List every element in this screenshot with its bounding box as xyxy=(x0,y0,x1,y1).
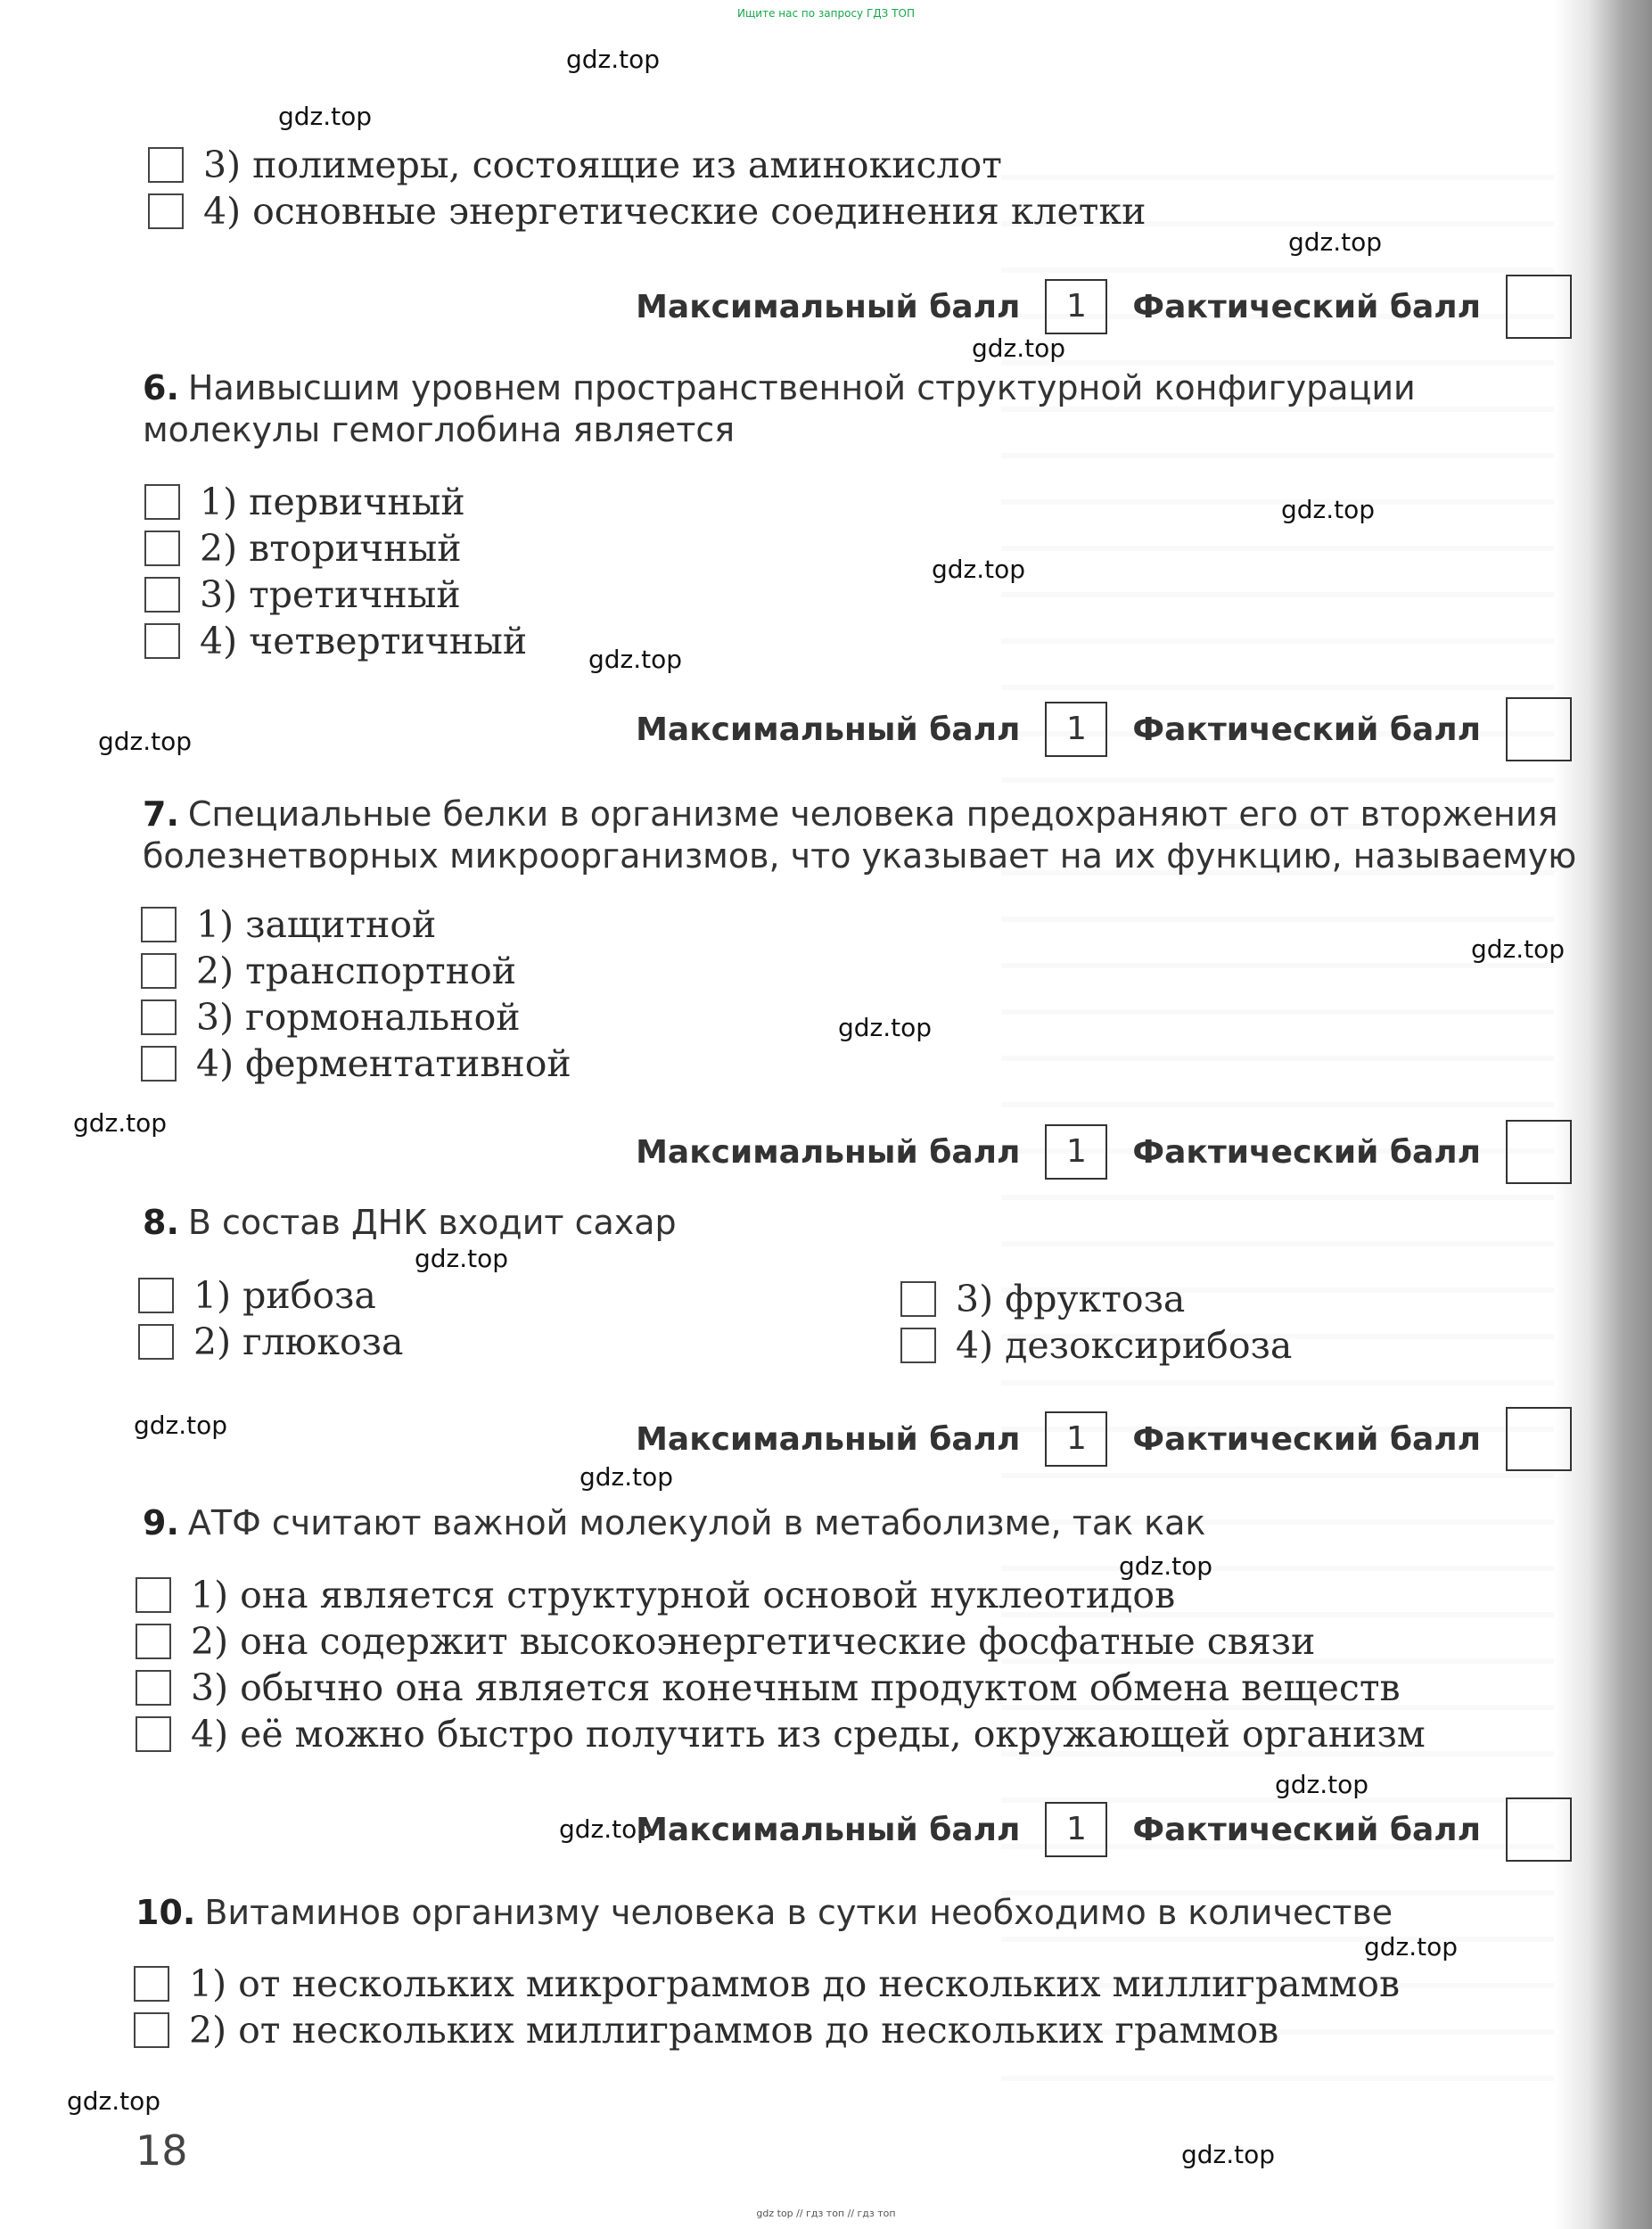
max-score-box: 1 xyxy=(1045,702,1107,757)
watermark: gdz.top xyxy=(67,2086,161,2116)
answer-option[interactable]: 4) ферментативной xyxy=(141,1041,571,1086)
answer-option[interactable]: 4) основные энергетические соединения клетки xyxy=(148,189,1146,234)
watermark: gdz.top xyxy=(1364,1932,1459,1962)
watermark: gdz.top xyxy=(278,102,373,131)
checkbox[interactable] xyxy=(900,1281,936,1317)
answer-option[interactable]: 2) от нескольких миллиграммов до нескольких граммов xyxy=(134,2008,1278,2052)
answer-option[interactable]: 2) она содержит высокоэнергетические фосфатные связи xyxy=(136,1619,1315,1664)
checkbox[interactable] xyxy=(144,531,180,566)
checkbox[interactable] xyxy=(148,193,184,229)
checkbox[interactable] xyxy=(136,1624,171,1659)
answer-option[interactable]: 1) от нескольких микрограммов до нескольких миллиграммов xyxy=(134,1962,1400,2006)
watermark: gdz.top xyxy=(588,645,683,674)
score-row: Максимальный балл 1 Фактический балл xyxy=(636,1797,1572,1853)
watermark: gdz.top xyxy=(73,1108,168,1138)
watermark: gdz.top xyxy=(838,1013,933,1042)
question-6: 6. Наивысшим уровнем пространственной структурной конфигурации молекулы гемоглобина является xyxy=(143,368,1416,449)
max-score-box: 1 xyxy=(1045,1411,1107,1467)
checkbox[interactable] xyxy=(141,953,177,989)
watermark: gdz.top xyxy=(1281,495,1376,524)
checkbox[interactable] xyxy=(136,1716,171,1752)
checkbox[interactable] xyxy=(141,1046,177,1082)
watermark: gdz.top xyxy=(566,45,661,74)
fact-score-box[interactable] xyxy=(1506,697,1572,761)
answer-option[interactable]: 3) третичный xyxy=(144,572,461,617)
watermark: gdz.top xyxy=(134,1411,228,1440)
checkbox[interactable] xyxy=(144,623,180,659)
answer-option[interactable]: 3) обычно она является конечным продуктом обмена веществ xyxy=(136,1666,1401,1710)
checkbox[interactable] xyxy=(900,1328,936,1363)
max-score-box: 1 xyxy=(1045,1124,1107,1180)
checkbox[interactable] xyxy=(138,1278,174,1313)
question-10: 10. Витаминов организму человека в сутки необходимо в количестве xyxy=(136,1893,1393,1932)
answer-option[interactable]: 2) глюкоза xyxy=(138,1320,403,1364)
max-score-box: 1 xyxy=(1045,1802,1107,1857)
question-8: 8. В состав ДНК входит сахар xyxy=(143,1203,677,1242)
answer-option[interactable]: 1) она является структурной основой нуклеотидов xyxy=(136,1573,1175,1617)
question-7: 7. Специальные белки в организме человека предохраняют его от вторжения болезнетворных микроорганизмов, что указывает на их функцию, называемую xyxy=(143,794,1577,876)
answer-option[interactable]: 3) гормональной xyxy=(141,995,521,1040)
score-row: Максимальный балл 1 Фактический балл xyxy=(636,1120,1572,1175)
answer-option[interactable]: 1) рибоза xyxy=(138,1273,376,1318)
page-number: 18 xyxy=(136,2126,188,2175)
max-score-box: 1 xyxy=(1045,279,1107,334)
fact-score-box[interactable] xyxy=(1506,1797,1572,1862)
watermark: gdz.top xyxy=(1181,2140,1276,2169)
top-banner: Ищите нас по запросу ГДЗ ТОП xyxy=(737,7,915,20)
answer-option[interactable]: 3) фруктоза xyxy=(900,1277,1185,1321)
checkbox[interactable] xyxy=(134,2012,169,2048)
checkbox[interactable] xyxy=(141,907,177,942)
score-row: Максимальный балл 1 Фактический балл xyxy=(636,697,1572,753)
checkbox[interactable] xyxy=(148,147,184,183)
answer-option[interactable]: 1) первичный xyxy=(144,480,465,524)
bottom-banner: gdz top // гдз топ // гдз топ xyxy=(756,2208,896,2219)
checkbox[interactable] xyxy=(138,1324,174,1360)
watermark: gdz.top xyxy=(579,1462,674,1492)
checkbox[interactable] xyxy=(141,999,177,1035)
answer-option[interactable]: 1) защитной xyxy=(141,902,436,947)
watermark: gdz.top xyxy=(415,1244,509,1273)
watermark: gdz.top xyxy=(1288,227,1383,257)
checkbox[interactable] xyxy=(136,1577,171,1613)
fact-score-box[interactable] xyxy=(1506,275,1572,339)
watermark: gdz.top xyxy=(98,727,193,756)
checkbox[interactable] xyxy=(144,484,180,520)
fact-score-box[interactable] xyxy=(1506,1407,1572,1471)
checkbox[interactable] xyxy=(136,1670,171,1706)
watermark: gdz.top xyxy=(1471,934,1566,964)
score-row: Максимальный балл 1 Фактический балл xyxy=(636,1407,1572,1462)
checkbox[interactable] xyxy=(144,577,180,613)
answer-option[interactable]: 4) дезоксирибоза xyxy=(900,1323,1292,1368)
watermark: gdz.top xyxy=(972,333,1066,363)
fact-score-box[interactable] xyxy=(1506,1120,1572,1184)
score-row: Максимальный балл 1 Фактический балл xyxy=(636,275,1572,330)
answer-option[interactable]: 2) вторичный xyxy=(144,526,462,571)
watermark: gdz.top xyxy=(1119,1551,1213,1581)
answer-option[interactable]: 4) четвертичный xyxy=(144,619,527,663)
question-9: 9. АТФ считают важной молекулой в метаболизме, так как xyxy=(143,1503,1206,1542)
answer-option[interactable]: 3) полимеры, состоящие из аминокислот xyxy=(148,143,1002,187)
watermark: gdz.top xyxy=(1275,1770,1369,1799)
watermark: gdz.top xyxy=(559,1814,653,1844)
answer-option[interactable]: 2) транспортной xyxy=(141,949,516,993)
watermark: gdz.top xyxy=(932,555,1026,584)
checkbox[interactable] xyxy=(134,1966,169,2002)
answer-option[interactable]: 4) её можно быстро получить из среды, окружающей организм xyxy=(136,1712,1426,1756)
